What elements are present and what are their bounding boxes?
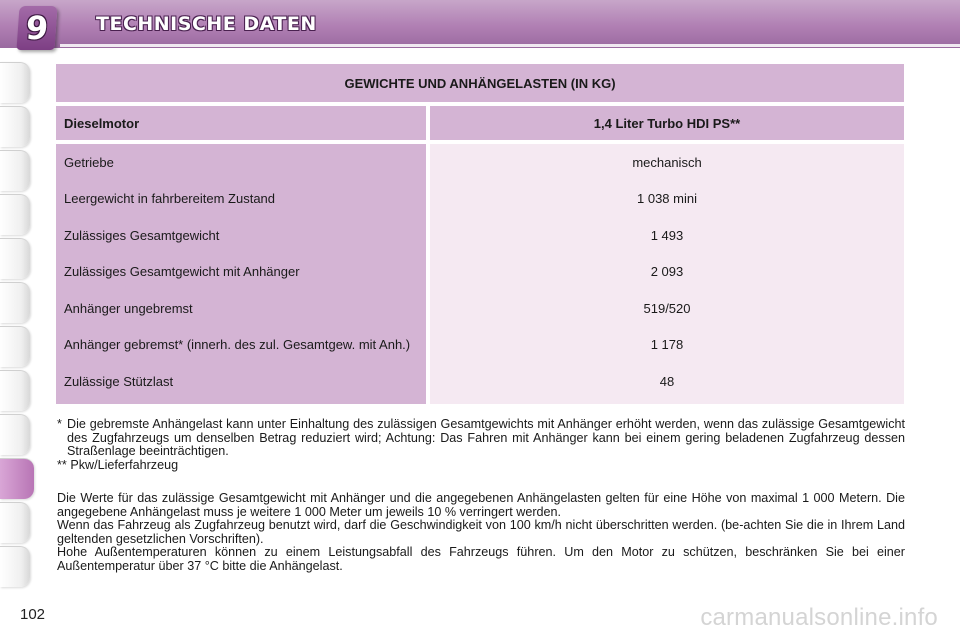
chapter-number: 9 [24,9,50,47]
chapter-tab[interactable] [0,546,30,587]
footnote-mark: * [57,417,62,431]
chapter-tab[interactable] [0,194,30,235]
chapter-tabs [0,62,34,582]
row-value: 1 178 [650,337,684,353]
chapter-tab[interactable] [0,326,30,367]
chapter-tab[interactable] [0,106,30,147]
footnote [57,418,905,459]
row-value: 48 [659,373,675,389]
body-text [57,492,905,574]
chapter-tab[interactable] [0,502,30,543]
chapter-tab[interactable] [0,150,30,191]
table-value-column [430,144,904,404]
row-label: Anhänger gebremst* (innerh. des zul. Gesamtgew. mit Anh.) [64,337,411,353]
footnote-text: Die gebremste Anhängelast kann unter Einhaltung des zulässigen Gesamtgewichts mit Anhänger erhöht werden, wenn das zulässige Gesamtgewicht des Zugfahrzeugs um denselben Betrag reduziert wird; Achtung: Das Fahren mit Anhänger kann bei einem gering beladenen Zugfahrzeug dessen Straßenlage beeinträchtigen. [67,417,905,459]
row-value: 1 038 mini [637,191,697,207]
row-label: Zulässiges Gesamtgewicht [64,227,220,243]
row-label: Zulässige Stützlast [64,373,174,389]
footnotes [57,418,905,472]
chapter-tab-active[interactable] [0,458,34,499]
paragraph: Hohe Außentemperaturen können zu einem Leistungsabfall des Fahrzeugs führen. Um den Motor zu schützen, beschränken Sie bei einer Außentemperatur über 37 °C bitte die Anhängelast. [57,545,905,573]
page-number: 102 [20,606,46,623]
row-value: 1 493 [650,227,684,243]
table-title: GEWICHTE UND ANHÄNGELASTEN (IN KG) [56,64,904,102]
row-label: Anhänger ungebremst [64,300,193,316]
table-header-row [56,106,904,140]
chapter-tab[interactable] [0,238,30,279]
table-label-column [56,144,426,404]
paragraph: Die Werte für das zulässige Gesamtgewicht mit Anhänger und die angegebenen Anhängelasten gelten für eine Höhe von maximal 1 000 Metern. Die angegebene Anhängelast muss je weitere 1 000 Meter um jeweils 10 % verringert werden. [57,491,905,519]
row-label: Zulässiges Gesamtgewicht mit Anhänger [64,264,300,280]
row-label: Getriebe [64,154,114,170]
chapter-tab[interactable] [0,370,30,411]
row-label: Leergewicht in fahrbereitem Zustand [64,191,276,207]
row-value: mechanisch [632,154,702,170]
chapter-tab[interactable] [0,414,30,455]
chapter-tab[interactable] [0,282,30,323]
chapter-tab[interactable] [0,62,30,103]
footnote [57,459,905,473]
chapter-badge [16,6,57,50]
table-body [56,144,904,404]
footnote-text: Pkw/Lieferfahrzeug [70,457,179,472]
weights-table [56,64,904,404]
footnote-mark: ** [57,457,67,472]
header-divider [60,44,960,47]
paragraph: Wenn das Fahrzeug als Zugfahrzeug benutzt wird, darf die Geschwindigkeit von 100 km/h nicht überschritten werden. (be-achten Sie die in Ihrem Land geltenden gesetzlichen Vorschriften). [57,518,905,546]
watermark: carmanualsonline.info [700,604,938,631]
row-value: 2 093 [650,264,684,280]
chapter-title: TECHNISCHE DATEN [96,13,317,35]
header-engine-type: Dieselmotor [56,106,426,140]
header-engine-model: 1,4 Liter Turbo HDI PS** [430,106,904,140]
row-value: 519/520 [643,300,691,316]
